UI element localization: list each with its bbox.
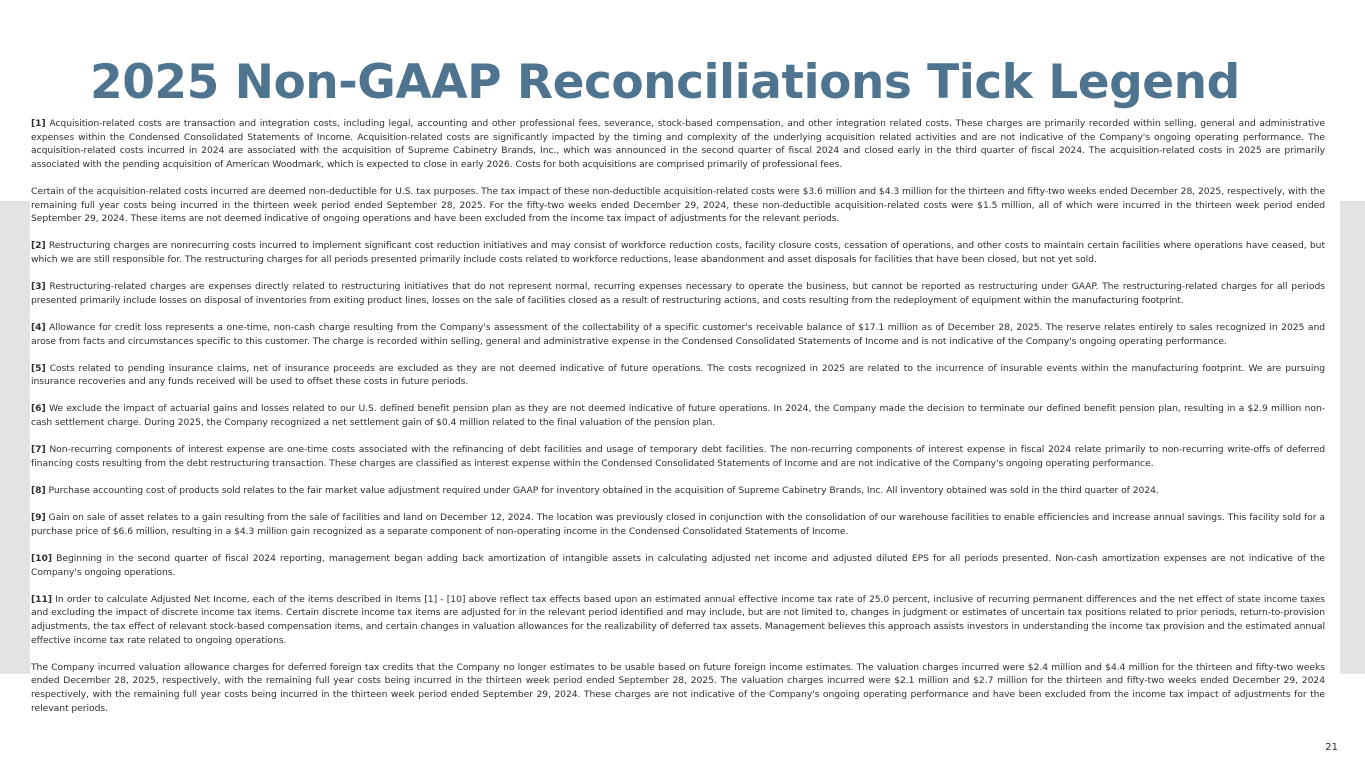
footnote-tag: [2] <box>31 240 46 252</box>
footnote-text: Restructuring charges are nonrecurring costs incurred to implement significant cost reduction initiatives and may consist of workforce reduction costs, facility closure costs, cessation of operations, and other costs to maintain certain facilities where operations have ceased, but which we are still responsible for. The restructuring charges for all periods presented primarily include costs related to workforce reductions, lease abandonment and asset disposals for facilities that have been closed, but not yet sold. <box>31 240 1325 265</box>
footnote-tag: [6] <box>31 403 46 415</box>
page-title: 2025 Non-GAAP Reconciliations Tick Legend <box>90 55 1240 110</box>
footnote-3 <box>31 280 1325 307</box>
footnote-4 <box>31 321 1325 348</box>
footnote-tag: [5] <box>31 362 46 374</box>
footnote-text: Costs related to pending insurance claims, net of insurance proceeds are excluded as they are not deemed indicative of future operations. The costs recognized in 2025 are related to the incurrence of insurable events within the manufacturing footprint. We are pursuing insurance recoveries and any funds received will be used to offset these costs in future periods. <box>31 362 1325 388</box>
footnote-tag: [8] <box>31 485 46 497</box>
footnote-1 <box>31 117 1325 171</box>
footnote-11-continued <box>31 661 1325 715</box>
footnote-8 <box>31 484 1325 498</box>
footnote-tag: [1] <box>31 118 46 129</box>
footnote-tag: [7] <box>31 444 46 456</box>
footnote-5 <box>31 362 1325 389</box>
footnote-text: Beginning in the second quarter of fiscal 2024 reporting, management began adding back amortization of intangible assets in calculating adjusted net income and adjusted diluted EPS for all periods presented. Non-cash amortization expenses are not indicative of the Company's ongoing operations. <box>31 553 1325 578</box>
footnote-tag: [11] <box>31 593 52 605</box>
footnote-text: Allowance for credit loss represents a one-time, non-cash charge resulting from the Company's assessment of the collectability of a specific customer's receivable balance of $17.1 million as of December 28, 2025. The reserve relates entirely to sales recognized in 2025 and arose from facts and circumstances specific to this customer. The charge is recorded within selling, general and administrative expense in the Condensed Consolidated Statements of Income and is not indicative of the Company's ongoing operating performance. <box>31 321 1325 347</box>
footnote-text: Restructuring-related charges are expenses directly related to restructuring initiatives that do not represent normal, recurring expenses necessary to operate the business, but cannot be reported as restructuring under GAAP. The restructuring-related charges for all periods presented primarily include losses on disposal of inventories from exiting product lines, losses on the sale of facilities closed as a result of restructuring actions, and costs resulting from the redeployment of equipment within the manufacturing footprint. <box>31 281 1325 306</box>
footnote-text: We exclude the impact of actuarial gains and losses related to our U.S. defined benefit pension plan as they are not deemed indicative of future operations. In 2024, the Company made the decision to terminate our defined benefit pension plan, resulting in a $2.9 million non-cash settlement charge. During 2025, the Company recognized a net settlement gain of $0.4 million related to the final valuation of the pension plan. <box>31 403 1325 429</box>
page-number: 21 <box>1325 742 1338 753</box>
footnote-text: Gain on sale of asset relates to a gain resulting from the sale of facilities and land on December 12, 2024. The location was previously closed in conjunction with the consolidation of our warehouse facilities to enable efficiencies and increase annual savings. This facility sold for a purchase price of $6.6 million, resulting in a $4.3 million gain recognized as a separate component of non-operating income in the Condensed Consolidated Statements of Income. <box>31 512 1325 537</box>
footnote-text: Acquisition-related costs are transaction and integration costs, including legal, accounting and other professional fees, severance, stock-based compensation, and other integration related costs. These charges are primarily recorded within selling, general and administrative expenses within the Condensed Consolidated Statements of Income. Acquisition-related costs are significantly impacted by the timing and complexity of the underlying acquisition related activities and are not indicative of the Company's ongoing operating performance. The acquisition-related costs incurred in 2024 are associated with the acquisition of Supreme Cabinetry Brands, Inc., which was announced in the second quarter of fiscal 2024 and closed early in the third quarter of fiscal 2024. The acquisition-related costs in 2025 are primarily associated with the pending acquisition of American Woodmark, which is expected to close in early 2026. Costs for both acquisitions are comprised primarily of professional fees. <box>31 118 1325 170</box>
footnote-text: Certain of the acquisition-related costs incurred are deemed non-deductible for U.S. tax purposes. The tax impact of these non-deductible acquisition-related costs were $3.6 million and $4.3 million for the thirteen and fifty-two weeks ended December 28, 2025, respectively, with the remaining full year costs being incurred in the thirteen week period ended September 28, 2025. For the fifty-two weeks ended December 29, 2024, these non-deductible acquisition-related costs were $1.5 million, all of which were incurred in the thirteen week period ended September 29, 2024. These items are not deemed indicative of ongoing operations and have been excluded from the income tax impact of adjustments for the relevant periods. <box>31 185 1325 225</box>
footnote-text: Non-recurring components of interest expense are one-time costs associated with the refinancing of debt facilities and usage of temporary debt facilities. The non-recurring components of interest expense in fiscal 2024 relate primarily to non-recurring write-offs of deferred financing costs resulting from the debt restructuring transaction. These charges are classified as interest expense within the Condensed Consolidated Statements of Income and are not indicative of the Company's ongoing operating performance. <box>31 444 1325 469</box>
footnote-text: The Company incurred valuation allowance charges for deferred foreign tax credits that the Company no longer estimates to be usable based on future foreign income estimates. The valuation charges incurred were $2.4 million and $4.4 million for the thirteen and fifty-two weeks ended December 28, 2025, respectively, with the remaining full year costs being incurred in the thirteen week period ended September 28, 2025. The valuation charges incurred were $2.1 million and $2.7 million for the thirteen and fifty-two weeks ended December 29, 2024 respectively, with the remaining full year costs being incurred in the thirteen week period ended September 29, 2024. These charges are not indicative of the Company's ongoing operating performance and have been excluded from the income tax impact of adjustments for the relevant periods. <box>31 661 1325 714</box>
footnote-1-continued <box>31 185 1325 226</box>
footnote-7 <box>31 443 1325 470</box>
footnote-9 <box>31 511 1325 538</box>
right-side-band <box>1340 201 1365 674</box>
footnote-text: Purchase accounting cost of products sold relates to the fair market value adjustment required under GAAP for inventory obtained in the acquisition of Supreme Cabinetry Brands, Inc. All inventory obtained was sold in the third quarter of 2024. <box>48 485 1159 497</box>
footnote-2 <box>31 239 1325 266</box>
footnote-11 <box>31 593 1325 647</box>
footnote-6 <box>31 402 1325 429</box>
left-side-band <box>0 201 30 674</box>
footnote-text: In order to calculate Adjusted Net Income, each of the items described in Items [1] - [10] above reflect tax effects based upon an estimated annual effective income tax rate of 25.0 percent, inclusive of recurring permanent differences and the net effect of state income taxes and excluding the impact of discrete income tax items. Certain discrete income tax items are adjusted for in the relevant period identified and may include, but are not limited to, changes in judgment or estimates of uncertain tax positions related to prior periods, return-to-provision adjustments, the tax effect of relevant stock-based compensation items, and certain changes in valuation allowances for the realizability of deferred tax assets. Management believes this approach assists investors in understanding the income tax provision and the estimated annual effective income tax rate related to ongoing operations. <box>31 593 1325 646</box>
footnote-tag: [9] <box>31 512 46 524</box>
footnote-10 <box>31 552 1325 579</box>
footnote-tag: [10] <box>31 553 52 564</box>
footnote-tag: [3] <box>31 281 46 293</box>
footnote-body <box>31 117 1325 763</box>
footnote-tag: [4] <box>31 321 46 333</box>
